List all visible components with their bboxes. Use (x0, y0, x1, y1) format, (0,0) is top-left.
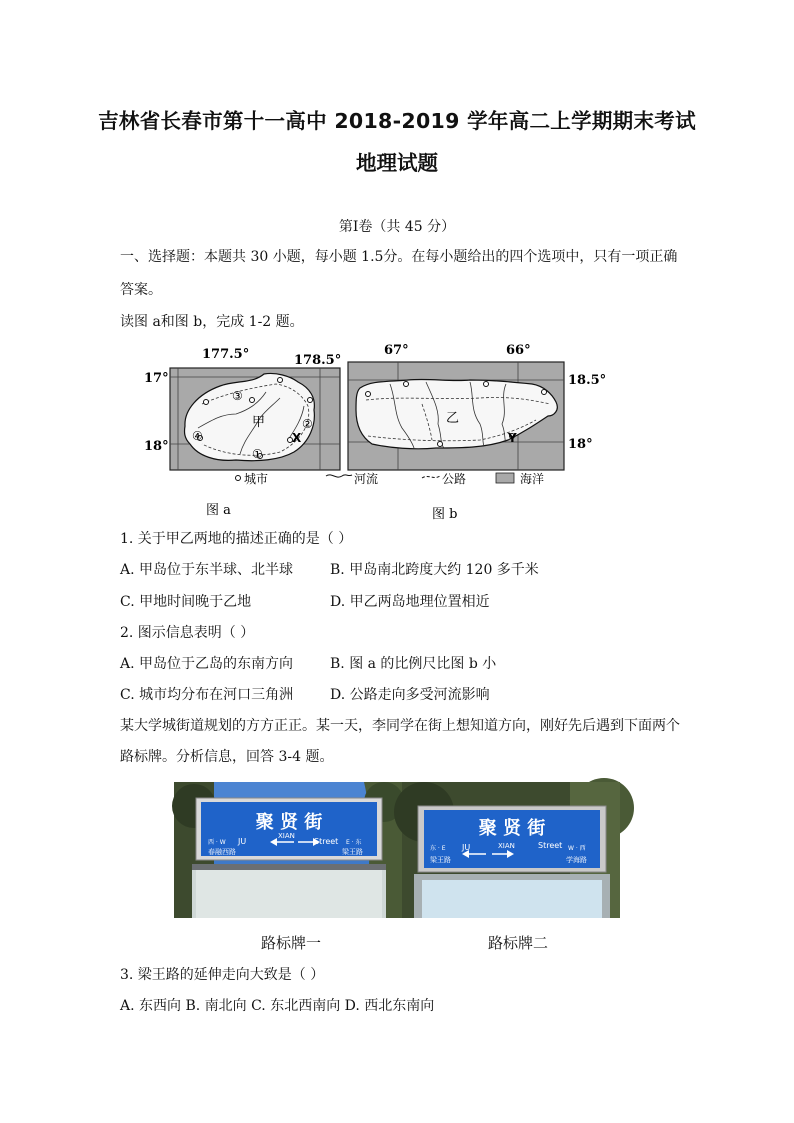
maps-svg (140, 343, 607, 524)
map-a-caption: 图 a (206, 503, 231, 518)
passage-line2: 路标牌。分析信息，回答 3-4 题。 (120, 749, 334, 765)
legend-city-icon (236, 476, 241, 481)
q1-option-b: B. 甲岛南北跨度大约 120 多千米 (330, 562, 539, 578)
sign1-xian: XIAN (278, 832, 295, 840)
q2-option-d: D. 公路走向多受河流影响 (330, 687, 490, 703)
legend-road-icon (422, 476, 440, 478)
map-b-lon-right: 66° (506, 343, 531, 358)
sign2-ju: JU (462, 843, 471, 852)
sign2-east: 东 · E (430, 845, 446, 852)
q1-option-d: D. 甲乙两岛地理位置相近 (330, 594, 490, 610)
map-legend (236, 471, 545, 486)
legend-river: 河流 (354, 472, 379, 486)
map-a-lon-right: 178.5° (294, 353, 342, 368)
sign1-ju: JU (238, 837, 247, 846)
sign2-street: Street (538, 841, 563, 850)
sign1-left-road: 春融西路 (208, 848, 236, 856)
q2-stem: 2. 图示信息表明（ ） (120, 625, 255, 641)
maps-figure (140, 343, 607, 524)
sign-photos (174, 782, 620, 918)
map-a-point-x: X (292, 431, 302, 445)
instructions-line1: 一、选择题：本题共 30 小题，每小题 1.5分。在每小题给出的四个选项中，只有一项正确 (120, 249, 678, 265)
map-b-lat-bottom: 18° (568, 437, 593, 452)
sign1-east: E · 东 (346, 839, 362, 846)
q1-option-a: A. 甲岛位于东半球、北半球 (120, 562, 294, 578)
legend-city: 城市 (244, 472, 269, 486)
read-maps-instruction: 读图 a和图 b，完成 1-2 题。 (120, 314, 304, 330)
passage-line1: 某大学城街道规划的方方正正。某一天，李同学在街上想知道方向，刚好先后遇到下面两个 (120, 718, 680, 734)
map-b-point-y: Y (508, 431, 517, 445)
sign1-name: 聚 贤 街 (255, 812, 323, 833)
map-b-caption: 图 b (432, 507, 458, 522)
map-a-lon-left: 177.5° (202, 347, 250, 362)
q1-stem: 1. 关于甲乙两地的描述正确的是（ ） (120, 531, 353, 547)
section-heading: 第Ⅰ卷（共 45 分） (338, 219, 456, 235)
map-b (348, 343, 606, 470)
map-b-island-label: 乙 (446, 411, 460, 426)
map-a-island-label: 甲 (252, 415, 266, 430)
map-a-lat-bottom: 18° (144, 439, 169, 454)
sign2-caption: 路标牌二 (488, 934, 549, 952)
q2-option-b: B. 图 a 的比例尺比图 b 小 (330, 656, 497, 672)
document-subtitle: 地理试题 (356, 151, 438, 175)
sign-photo-2 (394, 778, 634, 918)
document-title: 吉林省长春市第十一高中 2018-2019 学年高二上学期期末考试 (98, 109, 696, 133)
map-a-marker-3: ③ (232, 389, 243, 403)
signs-svg (174, 782, 620, 918)
sign1-caption: 路标牌一 (261, 934, 322, 952)
sign2-left-road: 梁王路 (430, 856, 451, 864)
legend-ocean-icon (496, 473, 514, 483)
map-a-marker-4: ④ (192, 429, 203, 443)
legend-ocean: 海洋 (520, 472, 545, 486)
map-b-lon-left: 67° (384, 343, 409, 358)
map-a-marker-1: ① (252, 447, 263, 461)
q2-option-c: C. 城市均分布在河口三角洲 (120, 687, 294, 703)
sign1-west: 西 · W (208, 839, 226, 846)
map-a-marker-2: ② (302, 417, 313, 431)
sign2-name: 聚 贤 街 (478, 818, 546, 839)
sign-photo-1 (172, 782, 404, 918)
legend-river-icon (326, 475, 352, 477)
sign2-west: W · 西 (568, 845, 586, 852)
q2-option-a: A. 甲岛位于乙岛的东南方向 (120, 656, 294, 672)
sign2-right-road: 学海路 (566, 856, 587, 864)
legend-road: 公路 (442, 472, 467, 486)
sign2-xian: XIAN (498, 842, 515, 850)
q3-options: A. 东西向 B. 南北向 C. 东北西南向 D. 西北东南向 (120, 998, 435, 1014)
sign1-right-road: 梁王路 (342, 848, 363, 856)
q3-stem: 3. 梁王路的延伸走向大致是（ ） (120, 967, 325, 983)
map-b-lat-top: 18.5° (568, 373, 607, 388)
q1-option-c: C. 甲地时间晚于乙地 (120, 594, 252, 610)
sign1-street: Street (314, 837, 339, 846)
map-a-lat-top: 17° (144, 371, 169, 386)
map-a (144, 347, 341, 470)
instructions-line2: 答案。 (120, 282, 162, 298)
